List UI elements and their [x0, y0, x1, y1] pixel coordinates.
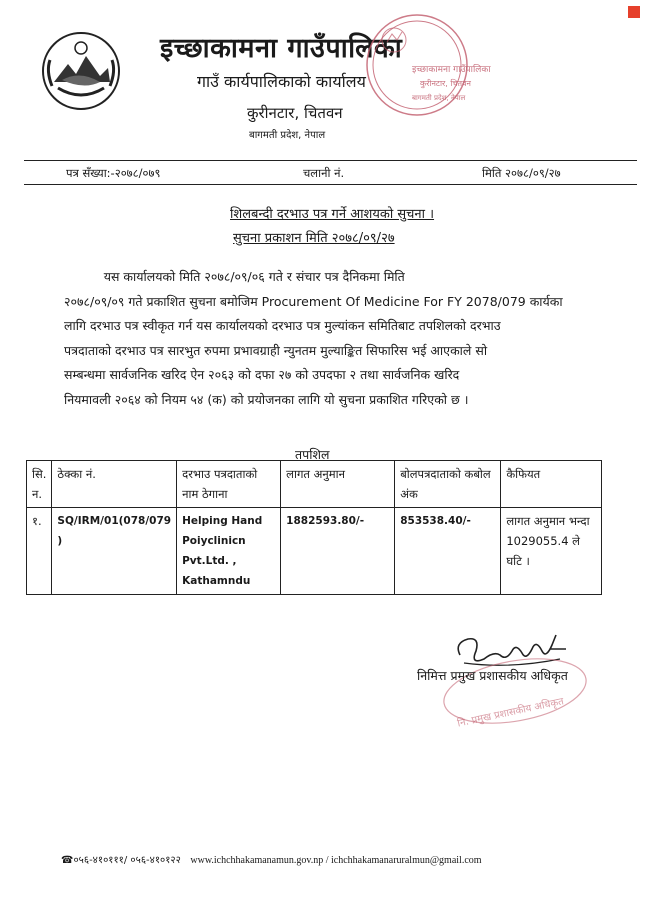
header-bidder: दरभाउ पत्रदाताको नाम ठेगाना: [177, 461, 281, 508]
letter-number: पत्र सँख्या:-२०७८/०७९: [66, 166, 161, 180]
website-email: www.ichchhakamanamun.gov.np / ichchhakamanaruralmun@gmail.com: [190, 855, 482, 866]
header-remarks: कैफियत: [501, 461, 602, 508]
signatory-title: निमित्त प्रमुख प्रशासकीय अधिकृत: [417, 668, 568, 683]
cell-contract-no: SQ/IRM/01(078/079 ): [52, 508, 177, 595]
bid-details-table: [26, 460, 602, 595]
header-estimate: लागत अनुमान: [281, 461, 395, 508]
publication-date: सुचना प्रकाशन मिति २०७८/०९/२७: [233, 231, 395, 246]
footer-contact: [61, 852, 482, 866]
body-line: यस कार्यालयको मिति २०७८/०९/०६ गते र संचार पत्र दैनिकमा मिति: [64, 269, 405, 284]
phone-icon: ☎: [61, 855, 74, 866]
svg-text:नि. प्रमुख प्रशासकीय अधिकृत: नि. प्रमुख प्रशासकीय अधिकृत: [456, 696, 565, 730]
table-header-row: [27, 461, 602, 508]
header-contract-no: ठेक्का नं.: [52, 461, 177, 508]
svg-text:इच्छाकामना गाउँपालिका: इच्छाकामना गाउँपालिका: [412, 65, 491, 75]
municipality-title: इच्छाकामना गाउँपालिका: [160, 33, 403, 64]
notice-body: [64, 265, 564, 412]
cell-serial: १.: [27, 508, 52, 595]
corner-mark: [628, 6, 640, 18]
notice-subject: शिलबन्दी दरभाउ पत्र गर्ने आशयको सुचना ।: [230, 207, 435, 222]
cell-estimate: 1882593.80/-: [281, 508, 395, 595]
body-line: नियमावली २०६४ को नियम ५४ (क) को प्रयोजनका लागि यो सुचना प्रकाशित गरिएको छ ।: [64, 391, 469, 407]
dispatch-number: चलानी नं.: [303, 166, 345, 180]
top-rule: [24, 160, 637, 161]
office-name: गाउँ कार्यपालिकाको कार्यालय: [197, 72, 366, 91]
nepal-emblem-logo: [40, 30, 122, 112]
table-caption: तपशिल: [295, 447, 330, 462]
header-serial: सि. न.: [27, 461, 52, 508]
cell-bid-amount: 853538.40/-: [395, 508, 501, 595]
body-line: पत्रदाताको दरभाउ पत्र सारभुत रुपमा प्रभावग्राही न्युनतम मुल्याङ्कित सिफारिस भई आएकाले सो: [64, 342, 488, 358]
body-line: लागि दरभाउ पत्र स्वीकृत गर्न यस कार्यालयको दरभाउ पत्र मुल्यांकन समितिबाट तपशिलको दरभाउ: [64, 318, 501, 333]
body-line: २०७८/०९/०९ गते प्रकाशित सुचना बमोजिम Procurement Of Medicine For FY 2078/079 कार्यका: [64, 293, 563, 309]
bottom-rule: [24, 184, 637, 185]
letter-date: मिति २०७८/०९/२७: [482, 166, 561, 180]
header-bid-amount: बोलपत्रदाताको कबोल अंक: [395, 461, 501, 508]
body-line: सम्बन्धमा सार्वजनिक खरिद ऐन २०६३ को दफा २७ को उपदफा २ तथा सार्वजनिक खरिद: [64, 367, 460, 382]
cell-bidder: Helping Hand Poiyclinicn Pvt.Ltd. , Kathamndu: [177, 508, 281, 595]
office-seal-stamp: [362, 10, 491, 120]
table-row: [27, 508, 602, 595]
phone-numbers: ०५६-४१०१११/ ०५६-४१०१२२: [73, 855, 181, 866]
office-location: कुरीनटार, चितवन: [247, 104, 343, 122]
office-province: बागमती प्रदेश, नेपाल: [249, 130, 326, 141]
svg-text:बागमती प्रदेश, नेपाल: बागमती प्रदेश, नेपाल: [412, 94, 466, 102]
svg-text:कुरीनटार, चितवन: कुरीनटार, चितवन: [420, 79, 471, 88]
cell-remarks: लागत अनुमान भन्दा 1029055.4 ले घटि ।: [501, 508, 602, 595]
